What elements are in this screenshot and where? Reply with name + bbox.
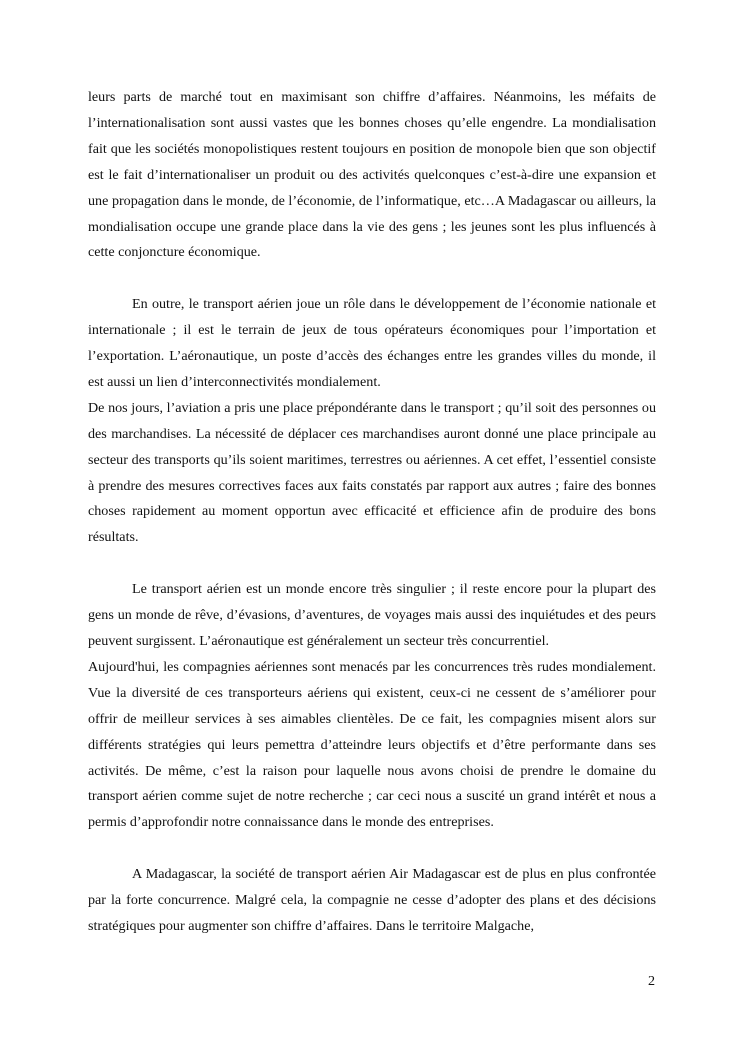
paragraph-singular-world: Le transport aérien est un monde encore très singulier ; il reste encore pour la plupart des gens un monde de rêve, d’évasions, d’aventures, de voyages mais aussi des inquiétudes et des peurs peuvent surgissent. L’aéronautique est généralement un secteur très concurrentiel. [88, 581, 656, 649]
paragraph-spacer [88, 551, 656, 577]
paragraph-aviation-today: De nos jours, l’aviation a pris une place prépondérante dans le transport ; qu’il soit des personnes ou des marchandises. La nécessité de déplacer ces marchandises auront donné une place principale au secteur des transports qu’ils soient maritimes, terrestres ou aériennes. A cet effet, l’essentiel consiste à prendre des mesures correctives faces aux faits constatés par rapport aux autres ; faire des bonnes choses rapidement au moment opportun avec efficacité et efficience afin de produire des bons résultats. [88, 399, 656, 546]
paragraph-airline-competition: Aujourd'hui, les compagnies aériennes sont menacés par les concurrences très rudes mondialement. Vue la diversité de ces transporteurs aériens qui existent, ceux-ci ne cessent de s’améliorer pour offrir de meilleur services à ses aimables clientèles. De ce fait, les compagnies misent alors sur différents stratégies qui leurs pemettra d’atteindre leurs objectifs et d’être performante dans ses activités. De même, c’est la raison pour laquelle nous avons choisi de prendre le domaine du transport aérien comme sujet de notre recherche ; car ceci nous a suscité un grand intérêt et nous a permis d’approfondir notre connaissance dans le monde des entreprises. [88, 658, 656, 831]
paragraph-air-madagascar: A Madagascar, la société de transport aérien Air Madagascar est de plus en plus confrontée par la forte concurrence. Malgré cela, la compagnie ne cesse d’adopter des plans et des décisions stratégiques pour augmenter son chiffre d’affaires. Dans le territoire Malgache, [88, 866, 656, 934]
paragraph-spacer [88, 836, 656, 862]
paragraph-globalization-effects: leurs parts de marché tout en maximisant son chiffre d’affaires. Néanmoins, les méfaits de l’internationalisation sont aussi vastes que les bonnes choses qu’elle engendre. La mondialisation fait que les sociétés monopolistiques restent toujours en position de monopole bien que son objectif est le fait d’internationaliser un produit ou des activités quelconques c’est-à-dire une expansion et une propagation dans le monde, de l’économie, de l’informatique, etc…A Madagascar ou ailleurs, la mondialisation occupe une grande place dans la vie des gens ; les jeunes sont les plus influencés à cette conjoncture économique. [88, 89, 656, 261]
page-number: 2 [647, 973, 655, 989]
paragraph-air-transport-role: En outre, le transport aérien joue un rôle dans le développement de l’économie nationale et internationale ; il est le terrain de jeux de tous opérateurs économiques pour l’importation et l’exportation. L’aéronautique, un poste d’accès des échanges entre les grandes villes du monde, il est aussi un lien d’interconnectivités mondialement. [88, 296, 656, 390]
paragraph-spacer [88, 266, 656, 292]
body-text [88, 85, 656, 940]
